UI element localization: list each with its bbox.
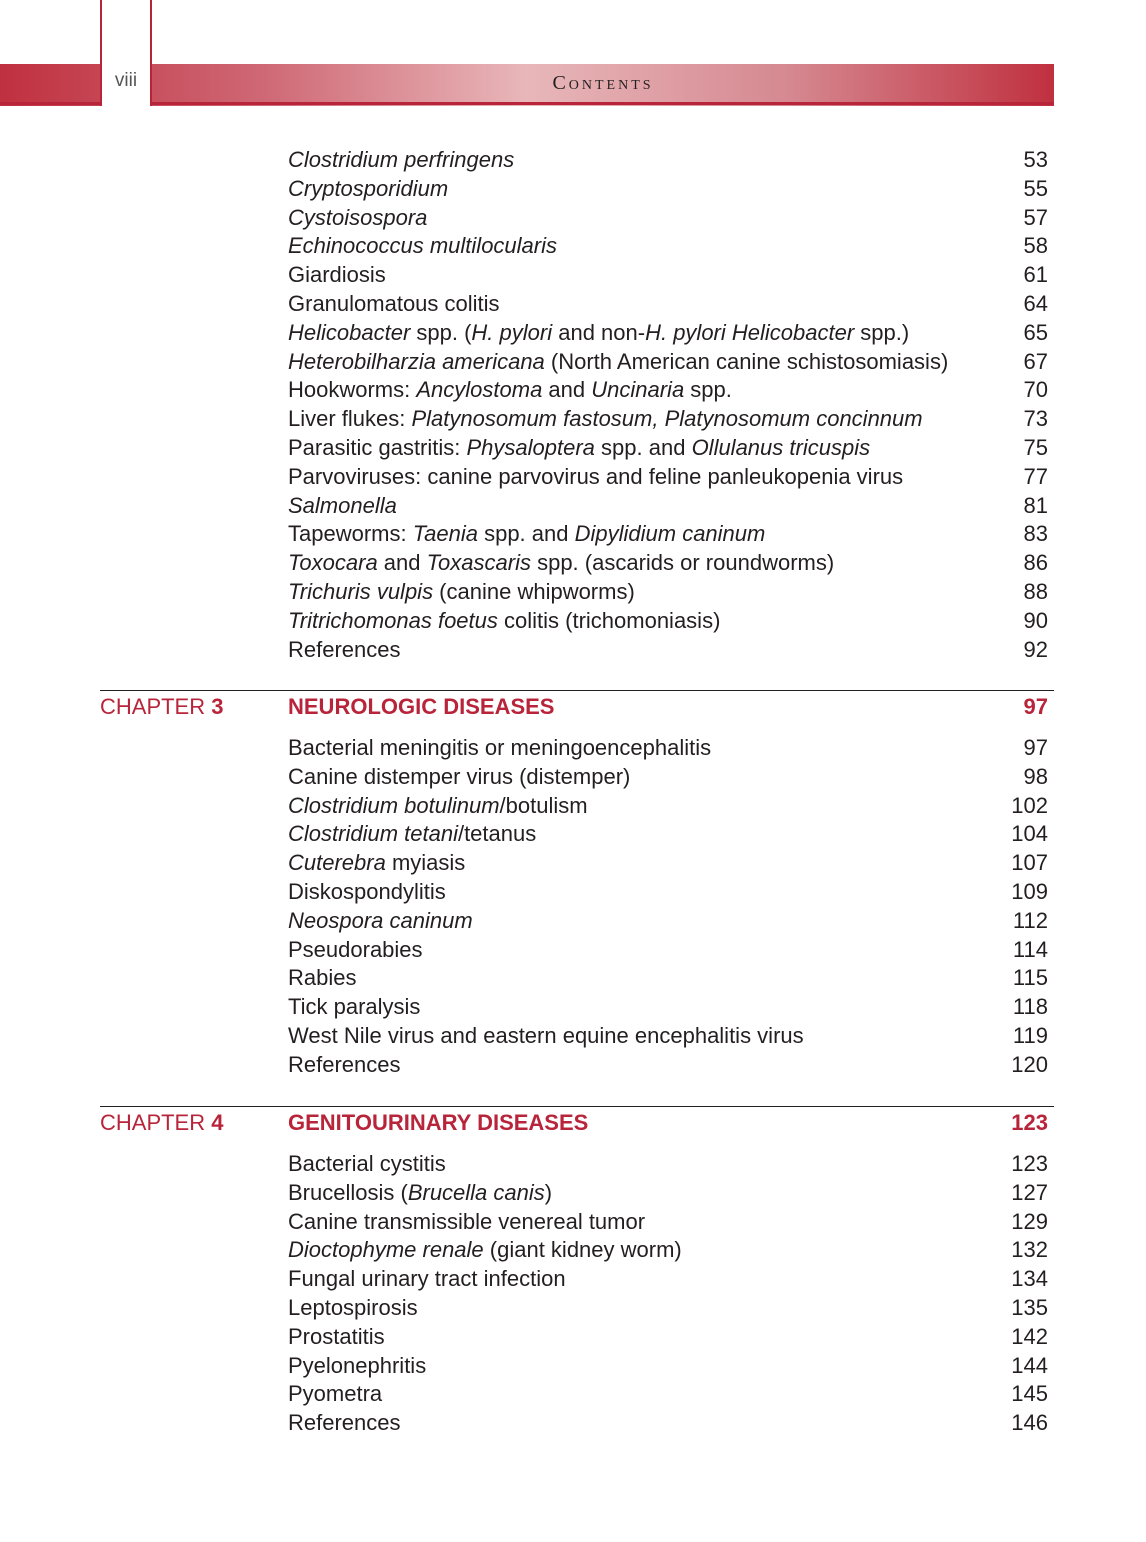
entry-title-italic: Clostridium tetani [288,821,458,847]
entry-title-text: /tetanus [457,821,537,847]
toc-entry[interactable] [288,906,1048,935]
entry-title-text: Canine distemper virus (distemper) [288,763,631,789]
entry-page-number: 112 [1012,907,1048,933]
entry-page-number: 98 [1023,763,1048,789]
entry-page-number: 104 [1011,821,1048,847]
entry-title-italic: Physaloptera [466,435,595,460]
entry-title-text: Granulomatous colitis [288,291,500,316]
entry-page-number: 145 [1011,1381,1048,1407]
entry-title [288,145,514,174]
entry-title [288,1293,418,1322]
chapter-title[interactable]: GENITOURINARY DISEASES [288,1110,589,1135]
entry-title [288,231,557,260]
entry-page-number: 65 [1023,319,1048,345]
toc-entry[interactable] [288,1379,1048,1408]
entry-page-number: 142 [1011,1323,1048,1349]
toc-entry[interactable] [288,347,1048,376]
entry-page-number: 115 [1012,965,1048,991]
chapter-label [100,1108,224,1138]
entry-page-number: 144 [1011,1352,1048,1378]
entry-title-text: Brucellosis ( [288,1179,408,1205]
entry-page-number: 146 [1011,1410,1048,1436]
entry-title-text: Hookworms: [288,377,417,403]
entry-page-number: 55 [1023,175,1048,201]
toc-entry[interactable] [288,992,1048,1021]
toc-entry[interactable] [288,819,1048,848]
chapter-word: CHAPTER [100,1110,206,1135]
entry-page-number: 118 [1012,994,1048,1020]
entry-title-italic: Dioctophyme renale [288,1237,484,1263]
entry-page-number: 81 [1023,492,1048,518]
entry-title-italic: Toxocara [288,550,378,576]
entry-title [288,174,448,203]
toc-entry[interactable] [288,1408,1048,1437]
page-number: viii [114,70,138,91]
toc-entry[interactable] [288,1351,1048,1380]
entry-title-text: ) [544,1179,553,1205]
entry-title-text: spp. ( [410,319,472,345]
entry-title [288,347,948,376]
toc-entry[interactable] [288,577,1048,606]
entry-title [288,519,765,548]
toc-entry[interactable] [288,433,1048,462]
toc-entry[interactable] [288,963,1048,992]
entry-title-text: Fungal urinary tract infection [288,1266,566,1292]
entry-title-text: (North American canine schistosomiasis) [544,348,949,374]
entry-title-italic: Neospora caninum [288,907,473,933]
toc-entry[interactable] [288,1235,1048,1264]
toc-entry[interactable] [288,791,1048,820]
chapter-number: 3 [211,694,224,719]
entry-title-text: Prostatitis [288,1323,385,1349]
entry-title [288,791,588,820]
entry-title [288,1178,552,1207]
entry-title-italic: H. pylori Helicobacter [645,319,855,345]
entry-title [288,548,834,577]
entry-title [288,635,401,664]
entry-title [288,906,473,935]
chapter-rule [100,690,1054,691]
entry-title-text: and [542,377,592,403]
entry-title-text: and [377,550,427,576]
toc-entry[interactable] [288,635,1048,664]
entry-title [288,1322,385,1351]
entry-title-text: spp. (ascarids or roundworms) [530,550,835,576]
entry-page-number: 83 [1023,521,1048,547]
entry-title-italic: Brucella canis [407,1179,545,1205]
entry-title-italic: Clostridium botulinum [288,792,500,818]
entry-title [288,606,720,635]
chapter-page-number: 123 [1011,1110,1048,1135]
entry-title-text: Liver flukes: [288,406,412,432]
entry-title-text: Parvoviruses: canine parvovirus and feline panleukopenia virus [288,463,904,489]
entry-title-italic: Uncinaria [591,377,685,403]
entry-title [288,318,909,347]
toc-entry[interactable] [288,375,1048,404]
toc-entry[interactable] [288,1264,1048,1293]
entry-title-text: (giant kidney worm) [483,1237,682,1263]
entry-page-number: 123 [1011,1151,1048,1176]
entry-title-italic: H. pylori [471,319,553,345]
entry-title [288,1050,401,1079]
toc-entry[interactable] [288,548,1048,577]
entry-page-number: 120 [1011,1051,1048,1077]
entry-title-italic: Trichuris vulpis [288,579,434,604]
entry-page-number: 132 [1011,1237,1048,1263]
header-band-edge [0,102,1054,105]
entry-title [288,375,732,404]
entry-title-text: Leptospirosis [288,1295,418,1320]
entry-title-italic: Cuterebra [288,850,386,876]
toc-entry[interactable] [288,1207,1048,1236]
toc-entry[interactable] [288,877,1048,906]
entry-title [288,1379,382,1408]
entry-page-number: 58 [1023,233,1048,259]
entry-title-text: Bacterial cystitis [288,1151,446,1176]
toc-entry[interactable] [288,1050,1048,1079]
entry-title [288,289,500,318]
toc-entry[interactable] [288,733,1048,762]
entry-title-italic: Clostridium perfringens [288,147,515,172]
toc-entry[interactable] [288,1021,1048,1050]
entry-title-text: /botulism [499,792,588,818]
entry-page-number: 109 [1011,879,1048,904]
entry-title-text: West Nile virus and eastern equine encephalitis virus [288,1023,804,1048]
entry-title-text: Pyometra [288,1381,383,1407]
chapter-title[interactable]: NEUROLOGIC DISEASES [288,694,555,719]
entry-title [288,433,870,462]
entry-title [288,462,903,491]
entry-title [288,1264,566,1293]
entry-page-number: 70 [1023,377,1048,403]
entry-page-number: 129 [1011,1208,1048,1234]
entry-title-text: Canine transmissible venereal tumor [288,1208,646,1234]
entry-title-text: and non- [552,319,646,345]
entry-title [288,577,635,606]
toc-entry[interactable] [288,260,1048,289]
entry-title-text: Tick paralysis [288,994,421,1020]
running-head: Contents [552,72,654,94]
entry-title [288,762,630,791]
entry-page-number: 135 [1011,1295,1048,1320]
entry-title-italic: Cryptosporidium [288,175,449,201]
entry-title-italic: Platynosomum fastosum, Platynosomum concinnum [411,406,923,432]
entry-title [288,1021,804,1050]
toc-entry[interactable] [288,462,1048,491]
entry-title-italic: Ollulanus tricuspis [691,435,871,460]
entry-title [288,260,386,289]
entry-title-italic: Toxascaris [426,550,531,576]
entry-page-number: 73 [1023,406,1048,432]
toc-entry[interactable] [288,491,1048,520]
entry-title-text: colitis (trichomoniasis) [497,607,721,633]
entry-title-text: Giardiosis [288,262,386,288]
entry-page-number: 57 [1023,204,1048,230]
toc-entry[interactable] [288,174,1048,203]
entry-page-number: 90 [1023,607,1048,633]
entry-page-number: 77 [1023,463,1048,489]
entry-title-text: Pseudorabies [288,936,423,962]
entry-title-text: Diskospondylitis [288,879,446,904]
toc-entry[interactable] [288,289,1048,318]
toc-entry[interactable] [288,848,1048,877]
entry-page-number: 75 [1023,435,1048,460]
entry-title [288,404,923,433]
entry-title-text: spp. and [594,435,692,460]
toc-entry[interactable] [288,318,1048,347]
toc-entry[interactable] [288,231,1048,260]
entry-title-italic: Cystoisospora [288,204,428,230]
entry-page-number: 114 [1012,936,1048,962]
toc-entry[interactable] [288,145,1048,174]
entry-title-text: Parasitic gastritis: [288,435,467,460]
entry-title-text: Tapeworms: [288,521,413,547]
entry-title-text: Pyelonephritis [288,1352,427,1378]
chapter-word: CHAPTER [100,694,206,719]
entry-page-number: 107 [1011,850,1048,876]
entry-title [288,491,397,520]
entry-page-number: 97 [1023,735,1048,760]
entry-title-text: References [288,1051,401,1077]
toc-entry[interactable] [288,606,1048,635]
entry-title-italic: Helicobacter [288,319,411,345]
entry-page-number: 127 [1011,1179,1048,1205]
entry-page-number: 53 [1023,147,1048,172]
entry-page-number: 86 [1023,550,1048,576]
toc-entry[interactable] [288,404,1048,433]
entry-title [288,733,711,762]
entry-title [288,963,356,992]
toc-entry[interactable] [288,762,1048,791]
entry-page-number: 92 [1023,636,1048,662]
entry-title-text: References [288,1410,401,1436]
entry-title-italic: Taenia [412,521,478,547]
entry-title [288,935,423,964]
toc-entry[interactable] [288,1322,1048,1351]
toc-entry[interactable] [288,203,1048,232]
entry-title-text: Bacterial meningitis or meningoencephalitis [288,735,712,760]
entry-title [288,203,427,232]
entry-title [288,1149,446,1178]
entry-title-italic: Salmonella [288,492,397,518]
toc-entry[interactable] [288,519,1048,548]
entry-page-number: 119 [1012,1023,1048,1048]
entry-title [288,848,465,877]
entry-title-text: spp. and [477,521,575,547]
entry-title-text: Rabies [288,965,357,991]
entry-page-number: 61 [1023,262,1048,288]
entry-title-italic: Dipylidium caninum [574,521,766,547]
entry-page-number: 134 [1011,1266,1048,1292]
entry-title-italic: Echinococcus multilocularis [288,233,557,259]
entry-title [288,1207,645,1236]
entry-page-number: 102 [1011,792,1048,818]
entry-title [288,1351,426,1380]
entry-title [288,992,420,1021]
entry-title [288,819,536,848]
chapter-number: 4 [211,1110,224,1135]
toc-entry[interactable] [288,1149,1048,1178]
entry-title-text: spp.) [854,319,910,345]
toc-entry[interactable] [288,1178,1048,1207]
toc-entry[interactable] [288,935,1048,964]
entry-title-text: spp. [684,377,732,403]
entry-page-number: 67 [1023,348,1048,374]
entry-title [288,1408,401,1437]
entry-title-italic: Heterobilharzia americana [288,348,545,374]
entry-title-italic: Ancylostoma [416,377,543,403]
toc-entry[interactable] [288,1293,1048,1322]
chapter-rule [100,1106,1054,1107]
chapter-label [100,692,224,722]
entry-title [288,1235,682,1264]
entry-title-text: (canine whipworms) [433,579,635,604]
entry-title-italic: Tritrichomonas foetus [288,607,498,633]
entry-title-text: References [288,636,401,662]
entry-page-number: 64 [1023,291,1048,316]
entry-title [288,877,446,906]
entry-page-number: 88 [1023,579,1048,604]
chapter-page-number: 97 [1023,694,1048,719]
entry-title-text: myiasis [385,850,466,876]
